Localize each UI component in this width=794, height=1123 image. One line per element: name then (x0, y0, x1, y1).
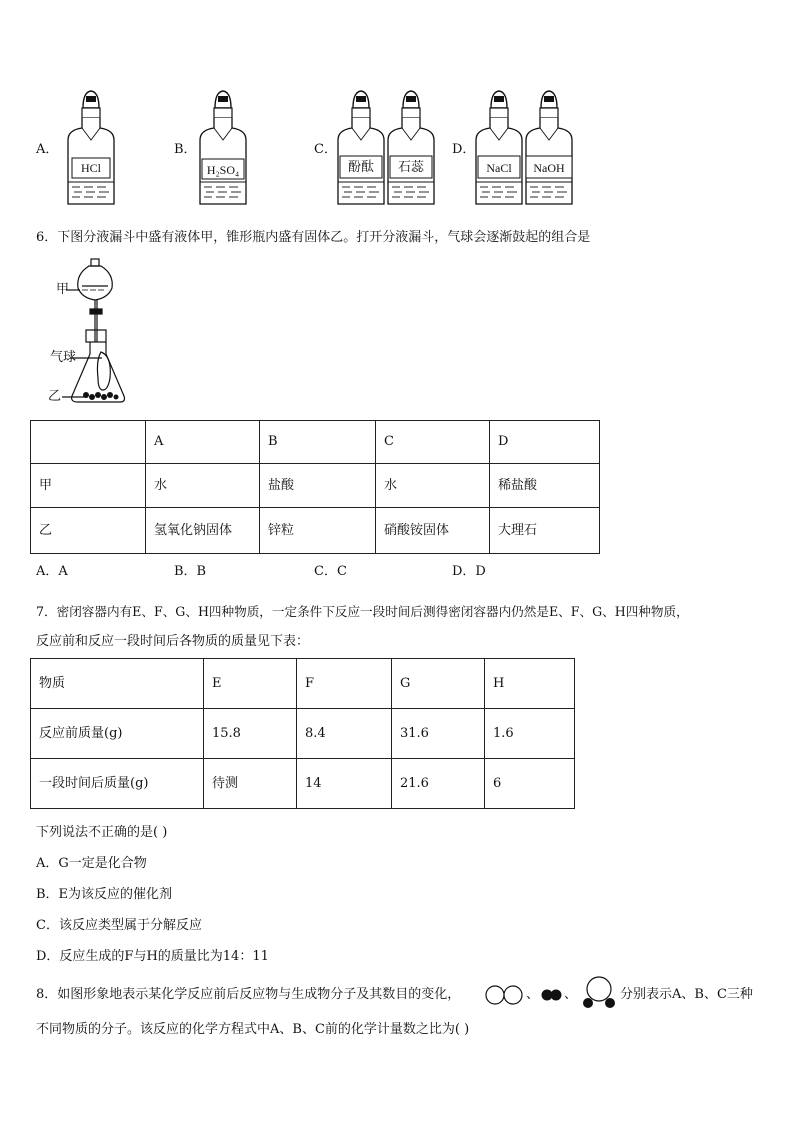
table-cell: 稀盐酸 (490, 464, 600, 508)
table-header-cell: B (260, 421, 376, 464)
table-header-cell: F (297, 659, 392, 709)
molecule-c-icon (578, 974, 620, 1012)
table-cell: 甲 (31, 464, 146, 508)
table-header-cell: E (204, 659, 297, 709)
bottle-label: 酚酞 (347, 160, 374, 175)
table-cell: 1.6 (485, 709, 575, 759)
q6-choice-d[interactable]: D．D (452, 564, 486, 579)
bottle-label: NaCl (486, 161, 512, 175)
table-row (31, 421, 600, 464)
q7-option-b[interactable]: B．E为该反应的催化剂 (36, 887, 173, 902)
q8-line1-part2: 分别表示A、B、C三种 (620, 987, 753, 1002)
q8-line2: 不同物质的分子。该反应的化学方程式中A、B、C前的化学计量数之比为( ) (36, 1022, 470, 1037)
table-header-cell: D (490, 421, 600, 464)
bottle-label: 石蕊 (397, 160, 424, 175)
q8-line1-part1: 8．如图形象地表示某化学反应前后反应物与生成物分子及其数目的变化， (36, 987, 461, 1002)
table-cell: 一段时间后质量(g) (31, 759, 204, 809)
q5-bottle-litmus (380, 86, 442, 206)
table-header-cell: G (392, 659, 485, 709)
funnel-stopper (91, 259, 99, 266)
label-jia: 甲 (56, 282, 70, 297)
q5-option-c-letter: C． (314, 142, 337, 157)
label-yi: 乙 (48, 389, 62, 404)
table-cell: 乙 (31, 508, 146, 554)
separator: 、 (564, 987, 578, 1002)
separator: 、 (526, 987, 540, 1002)
table-cell: 反应前质量(g) (31, 709, 204, 759)
table-cell: 水 (146, 464, 260, 508)
table-row (31, 464, 600, 508)
table-cell: 15.8 (204, 709, 297, 759)
table-cell: 大理石 (490, 508, 600, 554)
table-cell: 6 (485, 759, 575, 809)
table-row (31, 709, 575, 759)
q6-choice-c[interactable]: C．C (314, 564, 347, 579)
q5-option-b-letter: B． (174, 142, 197, 157)
q7-option-c[interactable]: C．该反应类型属于分解反应 (36, 918, 202, 933)
molecule-b-icon (540, 988, 564, 1002)
table-row (31, 508, 600, 554)
q7-question: 下列说法不正确的是( ) (36, 825, 168, 840)
q6-choice-a[interactable]: A．A (36, 564, 68, 579)
q5-bottle-hcl (60, 86, 122, 206)
q6-choice-b[interactable]: B．B (174, 564, 207, 579)
q7-option-d[interactable]: D．反应生成的F与H的质量比为14：11 (36, 949, 269, 964)
q7-stem-line1: 7．密闭容器内有E、F、G、H四种物质，一定条件下反应一段时间后测得密闭容器内仍然是E、F、G、H四种物质， (36, 604, 689, 619)
bottle-icon (388, 91, 434, 204)
table-header-cell: 物质 (31, 659, 204, 709)
table-cell: 21.6 (392, 759, 485, 809)
q7-table (30, 658, 575, 809)
q5-option-d-letter: D． (452, 142, 476, 157)
table-header-cell: C (376, 421, 490, 464)
molecule-a-icon (484, 984, 526, 1006)
q7-option-a[interactable]: A．G一定是化合物 (36, 856, 147, 871)
bottle-label: H₂SO₄ (206, 163, 240, 177)
table-cell: 氢氧化钠固体 (146, 508, 260, 554)
q6-table (30, 420, 600, 554)
table-cell: 水 (376, 464, 490, 508)
table-cell (31, 421, 146, 464)
q5-bottle-naoh (518, 86, 580, 206)
table-cell: 盐酸 (260, 464, 376, 508)
table-row (31, 759, 575, 809)
table-cell: 锌粒 (260, 508, 376, 554)
q5-option-a-letter: A． (36, 142, 59, 157)
table-row (31, 659, 575, 709)
table-cell: 硝酸铵固体 (376, 508, 490, 554)
table-cell: 8.4 (297, 709, 392, 759)
table-cell: 待测 (204, 759, 297, 809)
q7-stem-line2: 反应前和反应一段时间后各物质的质量见下表： (36, 634, 310, 649)
table-header-cell: A (146, 421, 260, 464)
bottle-icon (338, 91, 384, 204)
table-cell: 31.6 (392, 709, 485, 759)
bottle-label: HCl (80, 161, 101, 175)
bottle-label: NaOH (533, 161, 565, 175)
bottle-icon (476, 91, 522, 204)
table-cell: 14 (297, 759, 392, 809)
table-header-cell: H (485, 659, 575, 709)
label-balloon: 气球 (50, 350, 77, 365)
bottle-icon (68, 91, 114, 204)
q5-bottle-h2so4 (192, 86, 254, 206)
bottle-icon (526, 91, 572, 204)
q6-stem: 6．下图分液漏斗中盛有液体甲，锥形瓶内盛有固体乙。打开分液漏斗，气球会逐渐鼓起的组合是 (36, 230, 591, 245)
funnel-body (78, 266, 113, 300)
bottle-icon (200, 91, 246, 204)
